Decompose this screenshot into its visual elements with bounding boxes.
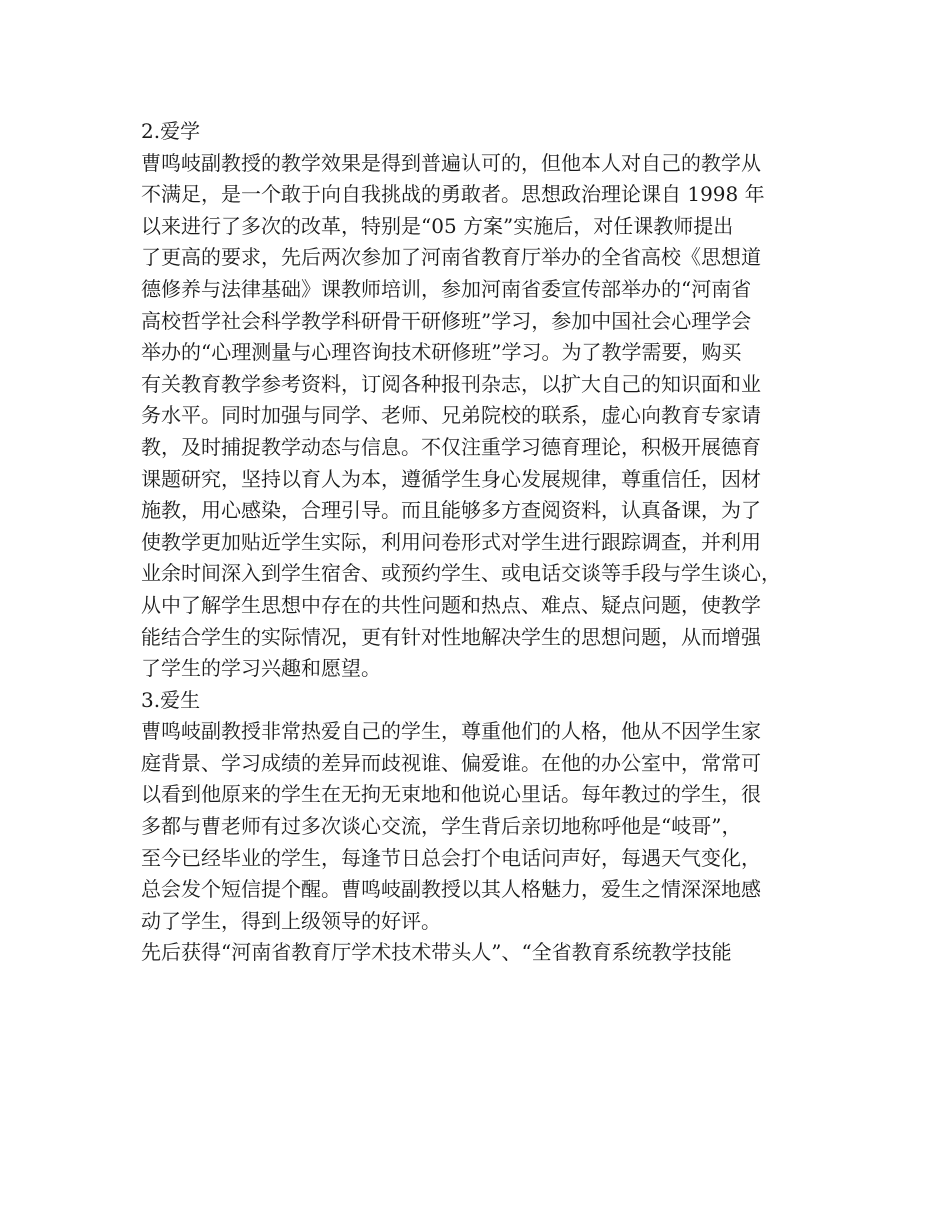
paragraph-line: 使教学更加贴近学生实际，利用问卷形式对学生进行跟踪调查，并利用 bbox=[141, 529, 761, 554]
paragraph-line: 有关教育教学参考资料，订阅各种报刊杂志，以扩大自己的知识面和业 bbox=[141, 371, 761, 396]
section-heading-love-students: 3.爱生 bbox=[141, 687, 201, 712]
paragraph-line: 教，及时捕捉教学动态与信息。不仅注重学习德育理论，积极开展德育 bbox=[141, 434, 761, 459]
paragraph-line: 高校哲学社会科学教学科研骨干研修班”学习，参加中国社会心理学会 bbox=[141, 308, 752, 333]
paragraph-line: 动了学生，得到上级领导的好评。 bbox=[141, 908, 441, 933]
paragraph-line: 以看到他原来的学生在无拘无束地和他说心里话。每年教过的学生，很 bbox=[141, 782, 761, 807]
paragraph-line: 业余时间深入到学生宿舍、或预约学生、或电话交谈等手段与学生谈心， bbox=[141, 561, 781, 586]
paragraph-line: 举办的“心理测量与心理咨询技术研修班”学习。为了教学需要，购买 bbox=[141, 340, 742, 365]
paragraph-line: 课题研究，坚持以育人为本，遵循学生身心发展规律，尊重信任，因材 bbox=[141, 466, 761, 491]
paragraph-line: 从中了解学生思想中存在的共性问题和热点、难点、疑点问题，使教学 bbox=[141, 592, 761, 617]
paragraph-line: 多都与曹老师有过多次谈心交流，学生背后亲切地称呼他是“岐哥”， bbox=[141, 814, 742, 839]
paragraph-line: 施教，用心感染，合理引导。而且能够多方查阅资料，认真备课，为了 bbox=[141, 498, 761, 523]
paragraph-line: 了学生的学习兴趣和愿望。 bbox=[141, 656, 381, 681]
paragraph-line: 务水平。同时加强与同学、老师、兄弟院校的联系，虚心向教育专家请 bbox=[141, 403, 761, 428]
paragraph-line: 了更高的要求，先后两次参加了河南省教育厅举办的全省高校《思想道 bbox=[141, 245, 761, 270]
paragraph-line: 总会发个短信提个醒。曹鸣岐副教授以其人格魅力，爱生之情深深地感 bbox=[141, 877, 761, 902]
section-heading-love-learning: 2.爱学 bbox=[141, 119, 201, 143]
paragraph-line: 曹鸣岐副教授非常热爱自己的学生，尊重他们的人格，他从不因学生家 bbox=[141, 719, 761, 744]
paragraph-line: 至今已经毕业的学生，每逢节日总会打个电话问声好，每遇天气变化， bbox=[141, 845, 761, 870]
paragraph-line: 庭背景、学习成绩的差异而歧视谁、偏爱谁。在他的办公室中，常常可 bbox=[141, 750, 761, 775]
paragraph-line: 先后获得“河南省教育厅学术技术带头人”、“全省教育系统教学技能 bbox=[141, 940, 732, 965]
paragraph-line: 不满足，是一个敢于向自我挑战的勇敢者。思想政治理论课自 1998 年 bbox=[141, 182, 765, 207]
paragraph-line: 以来进行了多次的改革，特别是“05 方案”实施后，对任课教师提出 bbox=[141, 213, 734, 238]
document-body bbox=[141, 116, 821, 969]
paragraph-line: 德修养与法律基础》课教师培训，参加河南省委宣传部举办的“河南省 bbox=[141, 276, 752, 301]
paragraph-line: 能结合学生的实际情况，更有针对性地解决学生的思想问题，从而增强 bbox=[141, 624, 761, 649]
paragraph-line: 曹鸣岐副教授的教学效果是得到普遍认可的，但他本人对自己的教学从 bbox=[141, 150, 761, 175]
